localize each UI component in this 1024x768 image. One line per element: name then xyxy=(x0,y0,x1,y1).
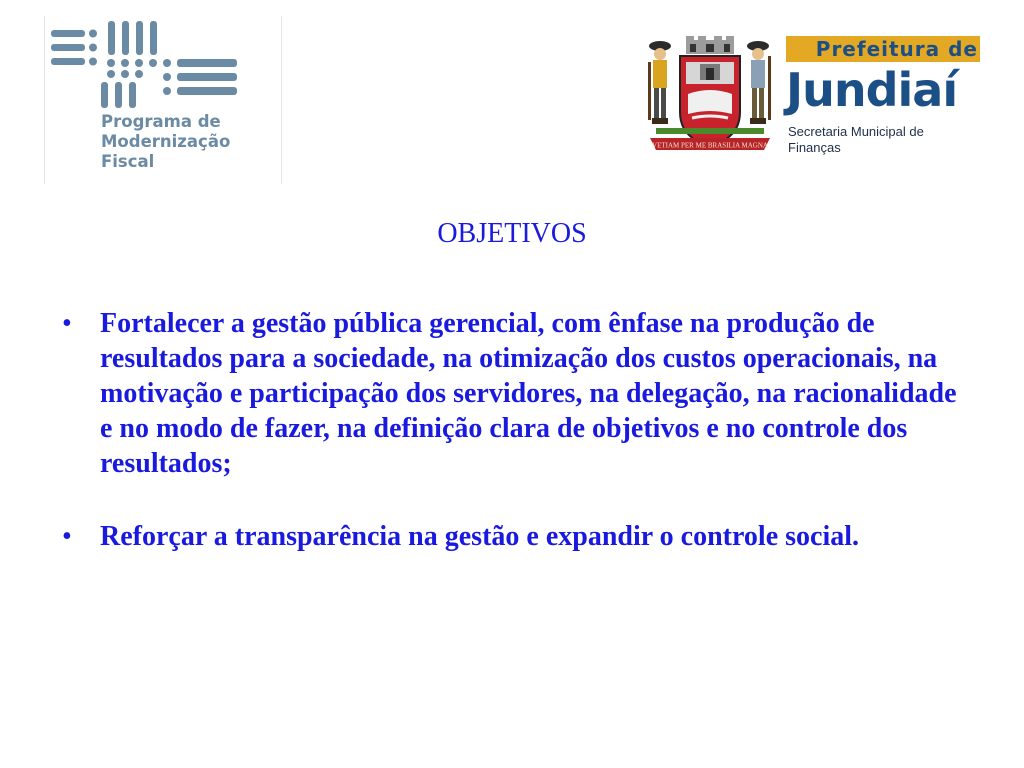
list-item xyxy=(62,519,962,554)
pmf-line-2: Modernização xyxy=(101,132,231,151)
bullet-icon: • xyxy=(62,521,72,552)
crown-icon xyxy=(686,36,734,54)
list-item xyxy=(62,306,962,481)
motto-ribbon-icon xyxy=(650,138,770,150)
crest-motto: VETIAM PER ME BRASILIA MAGNA xyxy=(652,141,768,150)
pmf-logo-text xyxy=(101,112,230,172)
city-name: Jundiaí xyxy=(786,63,958,117)
secretaria-line-2: Finanças xyxy=(788,140,841,155)
bullet-text: Fortalecer a gestão pública gerencial, com ênfase na produção de resultados para a sociedade, na otimização dos custos operacionais, na motivação e participação dos servidores, na delegação, na racionalidade e no modo de fazer, na definição clara de objetivos e no controle dos resultados; xyxy=(100,308,957,479)
jundiai-logo xyxy=(640,34,982,166)
left-figure-icon xyxy=(648,41,671,124)
objectives-list xyxy=(62,306,962,592)
slide-title: OBJETIVOS xyxy=(437,218,587,249)
pmf-mark-icon xyxy=(45,16,281,116)
right-figure-icon xyxy=(747,41,771,124)
pmf-line-3: Fiscal xyxy=(101,152,155,171)
bullet-text: Reforçar a transparência na gestão e expandir o controle social. xyxy=(100,521,860,552)
pmf-logo xyxy=(44,16,282,184)
prefeitura-banner: Prefeitura de xyxy=(786,36,980,62)
coat-of-arms-icon xyxy=(640,34,780,164)
bullet-icon: • xyxy=(62,308,72,339)
pmf-line-1: Programa de xyxy=(101,112,221,131)
secretaria-line-1: Secretaria Municipal de xyxy=(788,124,924,139)
secretaria-text xyxy=(788,124,924,156)
